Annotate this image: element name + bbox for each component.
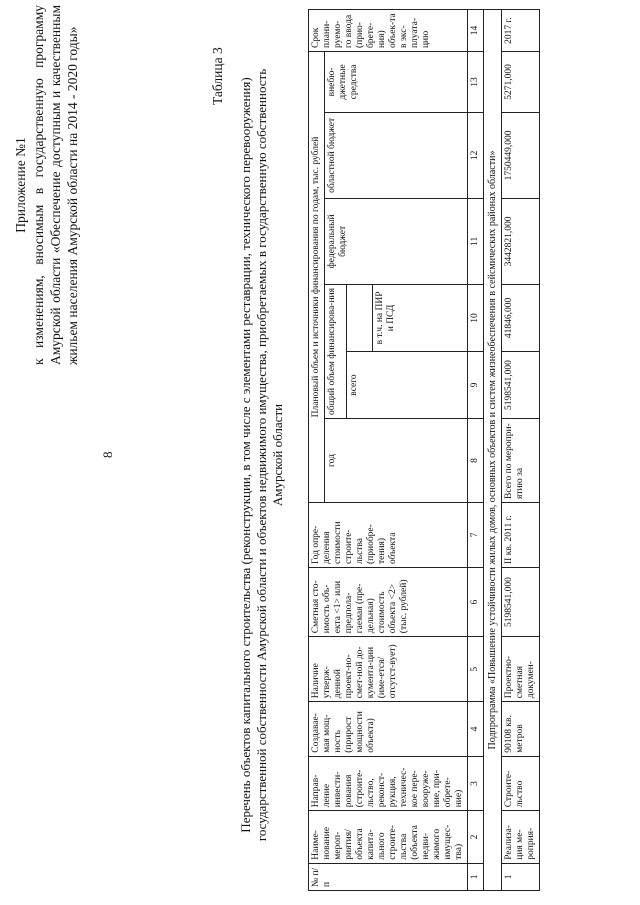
column-number: 9 bbox=[468, 351, 484, 418]
appendix-title: Приложение №1 bbox=[13, 137, 28, 233]
header-federal: федеральный бюджет bbox=[325, 198, 468, 284]
header-offbudget: внебю-джетные средства bbox=[325, 52, 468, 113]
cell-direction: Строите-льство bbox=[502, 756, 540, 811]
objects-table bbox=[308, 9, 540, 891]
column-number: 1 bbox=[468, 863, 484, 890]
page-number: 8 bbox=[100, 451, 115, 458]
header-funding: Плановый объем и источники финансирования по годам, тыс. рублей bbox=[309, 52, 325, 503]
column-number: 6 bbox=[468, 568, 484, 637]
header-incl-pir: в т.ч. на ПИР и ПСД bbox=[373, 284, 468, 351]
cell-name: Реализа-ция ме-роприя- bbox=[502, 811, 540, 863]
header-deadline: Срок плани-руемо-го ввода (прио-брете-ния) объек-та в экс-плуата-цию bbox=[309, 10, 468, 52]
column-number: 14 bbox=[468, 10, 484, 52]
header-total-volume: общий объем финансирова-ния bbox=[325, 284, 347, 418]
column-number: 2 bbox=[468, 811, 484, 863]
cell-regional: 1750449,000 bbox=[502, 112, 540, 198]
cell-offbudget: 5271,000 bbox=[502, 52, 540, 113]
column-number: 5 bbox=[468, 637, 484, 702]
header-docs: Наличие утверж-денной проект-но-смет-ной до-кумента-ции (име-ется/ отсутст-вует) bbox=[309, 637, 468, 702]
header-year: год bbox=[325, 419, 468, 503]
header-spacer bbox=[346, 284, 373, 351]
cell-cost: 5198541,000 bbox=[502, 568, 540, 637]
cell-total: 5198541,000 bbox=[502, 351, 540, 418]
appendix-block bbox=[12, 5, 81, 365]
cell-deadline: 2017 г. bbox=[502, 10, 540, 52]
cell-docs: Проектно-сметная докумен- bbox=[502, 637, 540, 702]
header-cost-year: Год опре-деления стоимости строите-льства (приобре-тения) объекта bbox=[309, 502, 468, 567]
column-number: 4 bbox=[468, 702, 484, 757]
header-name: Наиме-нование мероп-риятия/ объекта капита-льного строите-льства (объекта недви-жимого имущес-тва) bbox=[309, 811, 468, 863]
cell-num: 1 bbox=[502, 863, 540, 890]
cell-incl-pir: 41846,000 bbox=[502, 284, 540, 351]
column-number: 12 bbox=[468, 112, 484, 198]
column-number: 8 bbox=[468, 419, 484, 503]
column-number: 7 bbox=[468, 502, 484, 567]
table-row bbox=[502, 10, 540, 891]
column-number: 13 bbox=[468, 52, 484, 113]
table-label: Таблица 3 bbox=[210, 47, 225, 105]
header-cost: Сметная сто-имость объ-екта <1> или предпола-гаемая (пре-дельная) стоимость объекта <2> (тыс. рублей) bbox=[309, 568, 468, 637]
cell-cost-year: II кв. 2011 г. bbox=[502, 502, 540, 567]
appendix-body: к изменениям, вносимым в государственную программу Амурской области «Обеспечение доступным и качественным жильем населения Амурской области на 2014 - 2020 годы» bbox=[31, 5, 80, 365]
column-number: 3 bbox=[468, 756, 484, 811]
column-number: 11 bbox=[468, 198, 484, 284]
header-capacity: Создавае-мая мощ-ность (прирост мощности объекта) bbox=[309, 702, 468, 757]
header-num: № п/п bbox=[309, 863, 468, 890]
subprogram-title: Подпрограмма «Повышение устойчивости жилых домов, основных объектов и систем жизнеобеспечения в сейсмических районах области» bbox=[484, 10, 502, 891]
cell-year: Всего по меропри-ятию за bbox=[502, 419, 540, 503]
header-row-1 bbox=[309, 10, 325, 891]
column-numbers-row bbox=[468, 10, 484, 891]
header-direction: Направ-ление инвести-рования (строите-льство, реконст-рукция, техничес-кое пере-вооруже-ние, при-обрете-ние) bbox=[309, 756, 468, 811]
cell-capacity: 90108 кв. метров bbox=[502, 702, 540, 757]
subprogram-row bbox=[484, 10, 502, 891]
table-heading: Перечень объектов капитального строительства (реконструкции, в том числе с элементами реставрации, технического перевооружения) государственной собственности Амурской области и объектов недвижимого имущества, приобретаемых в государственную собственность Амурской области bbox=[238, 68, 285, 842]
header-total: всего bbox=[346, 351, 468, 418]
header-regional: областной бюджет bbox=[325, 112, 468, 198]
cell-federal: 3442821,000 bbox=[502, 198, 540, 284]
column-number: 10 bbox=[468, 284, 484, 351]
